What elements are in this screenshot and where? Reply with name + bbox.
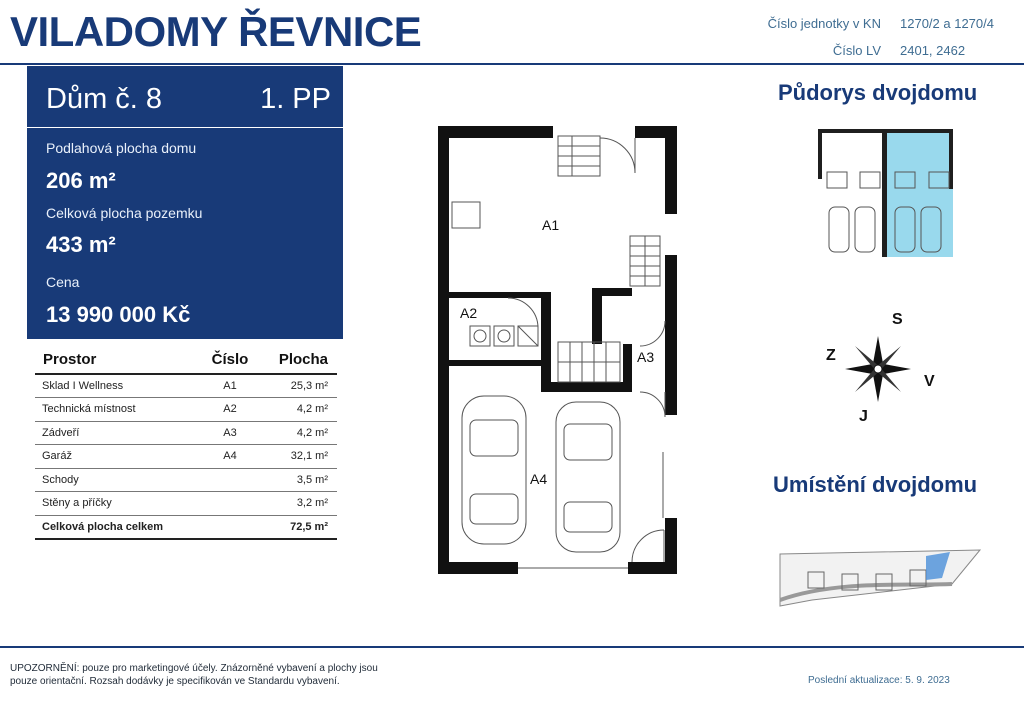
last-updated-text: Poslední aktualizace: 5. 9. 2023 — [808, 675, 950, 686]
price-label: Cena — [46, 274, 80, 290]
room-label-a3: A3 — [637, 349, 655, 365]
table-row — [35, 468, 337, 492]
column-header-number: Číslo — [195, 345, 265, 374]
total-number — [195, 515, 265, 539]
floor-plan — [430, 120, 690, 580]
disclaimer-text: UPOZORNĚNÍ: pouze pro marketingové účely. Znázorněné vybavení a plochy jsou pouze orientační. Rozsah dodávky je specifikován ve Standardu vybavení. — [10, 663, 378, 687]
site-location-map — [776, 548, 986, 610]
room-name: Schody — [35, 468, 195, 492]
room-name: Stěny a příčky — [35, 492, 195, 516]
layout-title: Půdorys dvojdomu — [778, 80, 978, 105]
room-area: 4,2 m² — [265, 398, 337, 422]
room-area: 25,3 m² — [265, 374, 337, 398]
total-area: 72,5 m² — [265, 515, 337, 539]
room-name: Technická místnost — [35, 398, 195, 422]
unit-meta-labels — [768, 10, 881, 64]
table-row — [35, 374, 337, 398]
room-label-a2: A2 — [460, 305, 478, 321]
info-card — [27, 66, 343, 339]
room-area: 4,2 m² — [265, 421, 337, 445]
table-row — [35, 492, 337, 516]
brand-title: VILADOMY ŘEVNICE — [10, 8, 422, 55]
lv-number-label: Číslo LV — [832, 43, 881, 58]
footer-divider — [0, 646, 1024, 648]
column-header-area: Plocha — [265, 345, 337, 374]
table-row — [35, 421, 337, 445]
room-name: Garáž — [35, 445, 195, 469]
room-table — [35, 345, 337, 540]
table-total-row — [35, 515, 337, 539]
unit-meta-values — [900, 10, 994, 64]
plot-area-value: 433 m² — [46, 232, 116, 257]
room-number — [195, 492, 265, 516]
floor-area-label: Podlahová plocha domu — [46, 140, 197, 156]
house-number: Dům č. 8 — [46, 83, 163, 115]
room-area: 3,2 m² — [265, 492, 337, 516]
price-value: 13 990 000 Kč — [46, 302, 191, 327]
total-name: Celková plocha celkem — [35, 515, 195, 539]
table-row — [35, 445, 337, 469]
room-number: A2 — [195, 398, 265, 422]
room-label-a4: A4 — [530, 471, 548, 487]
compass-west-label: Z — [826, 347, 836, 364]
location-title: Umístění dvojdomu — [773, 472, 978, 497]
duplex-layout-thumbnail — [815, 127, 957, 259]
room-number — [195, 468, 265, 492]
unit-number-label: Číslo jednotky v KN — [767, 16, 881, 31]
compass-south-label: J — [859, 408, 868, 425]
floor-area-value: 206 m² — [46, 168, 116, 193]
lv-number-value: 2401, 2462 — [900, 43, 966, 58]
compass-north-label: S — [892, 311, 903, 328]
floor-label: 1. PP — [260, 83, 331, 115]
table-header-row — [35, 345, 337, 374]
room-area: 32,1 m² — [265, 445, 337, 469]
room-name: Sklad I Wellness — [35, 374, 195, 398]
compass-east-label: V — [924, 373, 935, 390]
room-number: A1 — [195, 374, 265, 398]
room-area: 3,5 m² — [265, 468, 337, 492]
compass-rose-icon — [843, 334, 913, 404]
room-number: A4 — [195, 445, 265, 469]
column-header-space: Prostor — [35, 345, 195, 374]
room-number: A3 — [195, 421, 265, 445]
plot-area-label: Celková plocha pozemku — [46, 205, 203, 221]
room-label-a1: A1 — [542, 217, 560, 233]
table-row — [35, 398, 337, 422]
header-divider — [0, 63, 1024, 65]
unit-number-value: 1270/2 a 1270/4 — [900, 16, 994, 31]
room-name: Zádveří — [35, 421, 195, 445]
card-header — [27, 66, 343, 128]
